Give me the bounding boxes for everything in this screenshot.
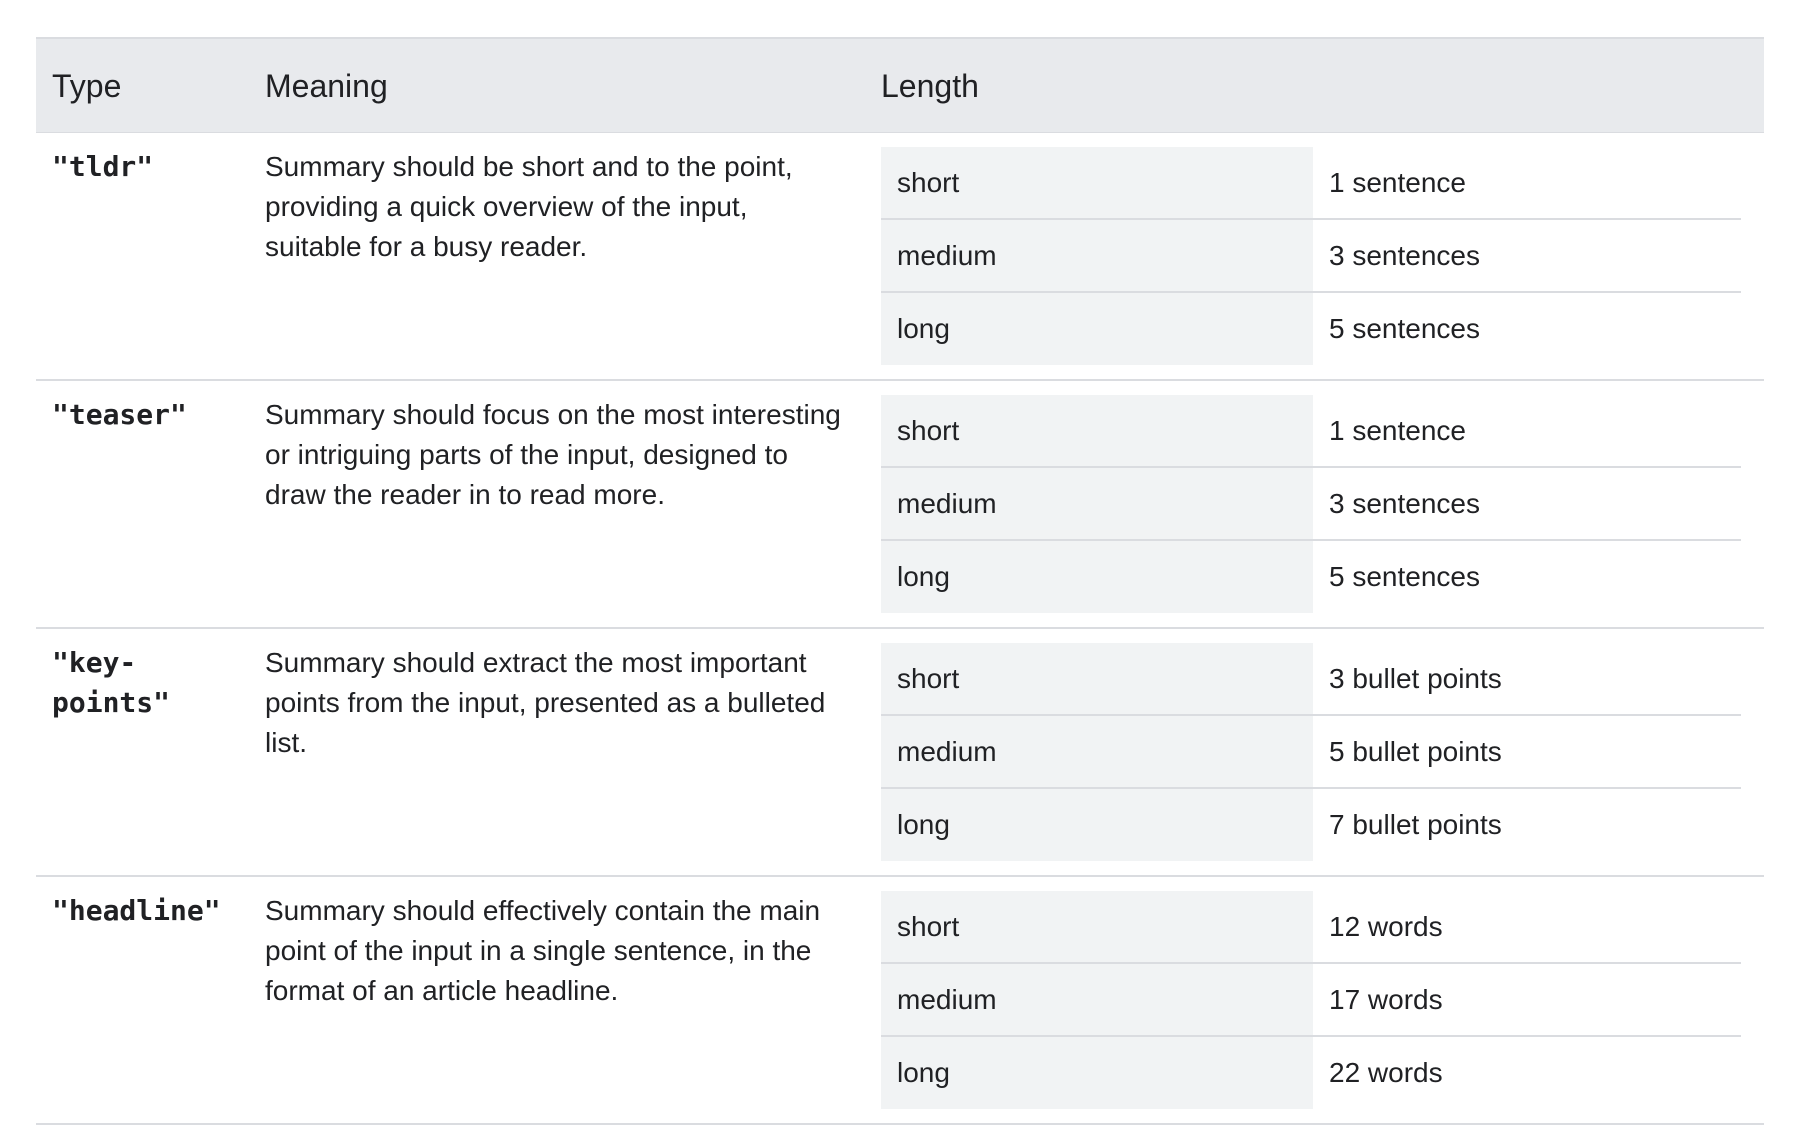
length-key: long xyxy=(881,293,1313,365)
length-key: medium xyxy=(881,220,1313,291)
length-value: 3 sentences xyxy=(1329,240,1480,271)
length-key: medium xyxy=(881,468,1313,539)
length-key: short xyxy=(881,147,1313,218)
length-row xyxy=(881,1037,1741,1109)
length-value: 3 bullet points xyxy=(1329,663,1502,694)
header-meaning: Meaning xyxy=(265,68,388,104)
length-value: 5 bullet points xyxy=(1329,736,1502,767)
length-value: 5 sentences xyxy=(1329,561,1480,592)
length-row xyxy=(881,789,1741,861)
length-subtable xyxy=(881,147,1741,365)
header-type: Type xyxy=(52,68,122,104)
length-key: short xyxy=(881,395,1313,466)
length-row xyxy=(881,147,1741,220)
length-key: medium xyxy=(881,716,1313,787)
table-row-key-points xyxy=(36,629,1764,877)
length-key: medium xyxy=(881,964,1313,1035)
table-row-tldr xyxy=(36,133,1764,381)
length-key: short xyxy=(881,891,1313,962)
type-cell: "headline" xyxy=(52,894,221,927)
length-value: 17 words xyxy=(1329,984,1443,1015)
length-row xyxy=(881,395,1741,468)
meaning-cell: Summary should be short and to the point, providing a quick overview of the input, suitable for a busy reader. xyxy=(265,151,793,262)
length-subtable xyxy=(881,891,1741,1109)
length-row xyxy=(881,716,1741,789)
length-value: 12 words xyxy=(1329,911,1443,942)
length-value: 3 sentences xyxy=(1329,488,1480,519)
meaning-cell: Summary should extract the most important points from the input, presented as a bulleted list. xyxy=(265,647,826,758)
table-row-headline xyxy=(36,877,1764,1125)
table-header xyxy=(36,37,1764,133)
length-value: 1 sentence xyxy=(1329,415,1466,446)
type-cell: "key-points" xyxy=(52,646,171,719)
length-key: long xyxy=(881,1037,1313,1109)
table-row-teaser xyxy=(36,381,1764,629)
length-row xyxy=(881,220,1741,293)
type-cell: "teaser" xyxy=(52,398,187,431)
length-value: 5 sentences xyxy=(1329,313,1480,344)
length-row xyxy=(881,964,1741,1037)
length-row xyxy=(881,468,1741,541)
length-value: 22 words xyxy=(1329,1057,1443,1088)
type-cell: "tldr" xyxy=(52,150,154,183)
length-row xyxy=(881,293,1741,365)
length-key: long xyxy=(881,541,1313,613)
length-row xyxy=(881,891,1741,964)
length-row xyxy=(881,643,1741,716)
length-subtable xyxy=(881,395,1741,613)
length-value: 1 sentence xyxy=(1329,167,1466,198)
length-row xyxy=(881,541,1741,613)
header-length: Length xyxy=(881,68,979,104)
summary-types-table xyxy=(36,37,1764,1125)
length-key: short xyxy=(881,643,1313,714)
length-key: long xyxy=(881,789,1313,861)
meaning-cell: Summary should effectively contain the main point of the input in a single sentence, in the format of an article headline. xyxy=(265,895,821,1006)
length-value: 7 bullet points xyxy=(1329,809,1502,840)
length-subtable xyxy=(881,643,1741,861)
meaning-cell: Summary should focus on the most interesting or intriguing parts of the input, designed to draw the reader in to read more. xyxy=(265,399,841,510)
